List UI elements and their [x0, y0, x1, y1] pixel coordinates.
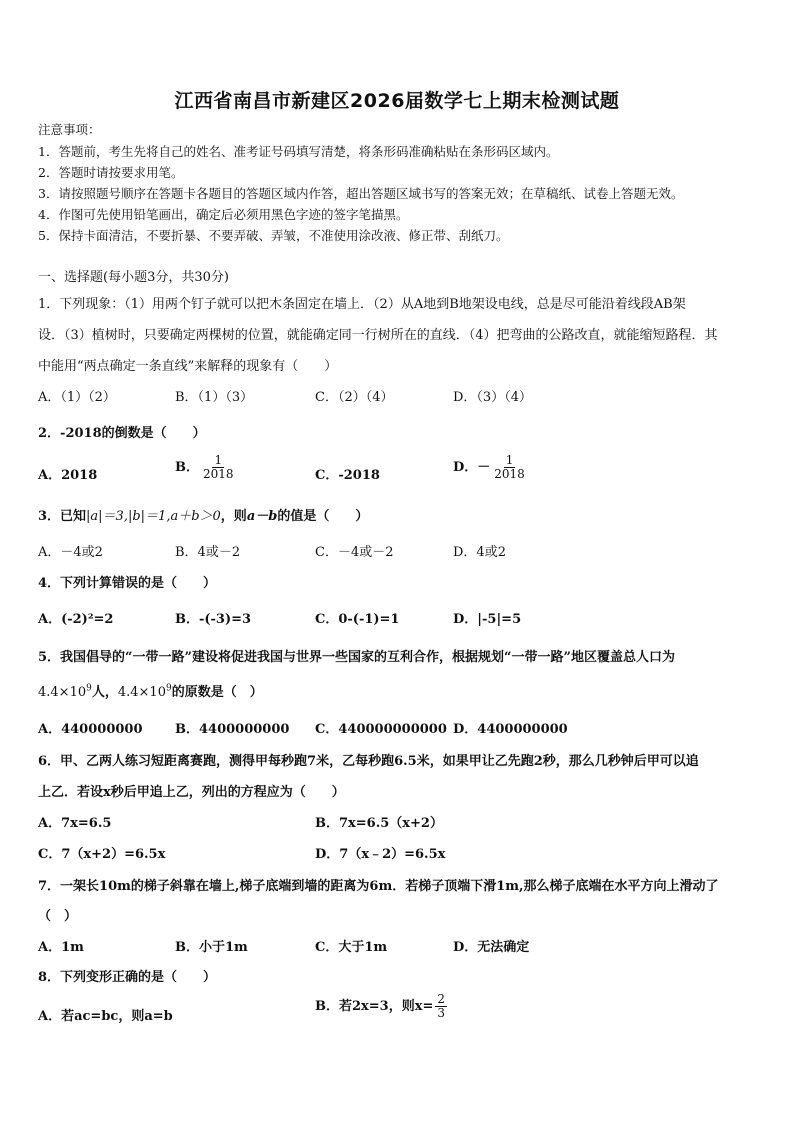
q3-option-a[interactable]: A．－4或2	[38, 545, 103, 560]
q2-stem: 2．-2018的倒数是（ ）	[38, 426, 206, 441]
q5-option-d[interactable]: D．4400000000	[453, 722, 568, 737]
q6-option-c[interactable]: C．7（x+2）=6.5x	[38, 847, 166, 862]
q3-option-c[interactable]: C．－4或－2	[315, 545, 394, 560]
note-item: 5．保持卡面清洁，不要折暴、不要弄破、弄皱，不准使用涂改液、修正带、刮纸刀。	[38, 228, 509, 243]
notes-heading: 注意事项：	[38, 122, 101, 137]
q7-option-d[interactable]: D．无法确定	[453, 940, 530, 955]
q1-stem-line: 1．下列现象：（1）用两个钉子就可以把木条固定在墙上．（2）从A地到B地架设电线，总是尽可能沿着线段AB架	[38, 297, 686, 312]
q1-stem-line: 设．（3）植树时，只要确定两棵树的位置，就能确定同一行树所在的直线．（4）把弯曲的公路改直，就能缩短路程．其	[38, 328, 718, 343]
q6-stem-line: 6．甲、乙两人练习短距离赛跑，测得甲每秒跑7米，乙每秒跑6.5米，如果甲让乙先跑2秒，那么几秒钟后甲可以追	[38, 754, 699, 769]
note-item: 4．作图可先使用铅笔画出，确定后必须用黑色字迹的签字笔描黑。	[38, 207, 409, 222]
q5-stem-line: $4.4\times 10^9$人，$4.4\times 10^9$的原数是（ ）	[38, 683, 263, 700]
q5-option-c[interactable]: C．440000000000	[315, 722, 447, 737]
q8-option-b-label: B．若2x=3，则x=	[315, 999, 434, 1015]
q6-option-b[interactable]: B．7x=6.5（x+2）	[315, 816, 443, 831]
q1-option-b[interactable]: B．（1）（3）	[175, 390, 254, 405]
q6-stem-line: 上乙．若设x秒后甲追上乙，列出的方程应为（ ）	[38, 785, 345, 800]
q4-option-c[interactable]: C．0-(-1)=1	[315, 612, 400, 627]
q8-stem: 8．下列变形正确的是（ ）	[38, 970, 217, 985]
q7-stem-line: （ ）	[38, 909, 78, 924]
q1-option-d[interactable]: D．（3）（4）	[453, 390, 532, 405]
q2-option-b-fraction: $\frac{1}{2018}$	[203, 453, 234, 482]
q7-stem-line: 7．一架长10m的梯子斜靠在墙上,梯子底端到墙的距离为6m．若梯子顶端下滑1m,那么梯子底端在水平方向上滑动了	[38, 879, 719, 894]
q3-stem: 3．已知|a|＝3,|b|＝1,a＋b＞0，则a－b的值是（ ）	[38, 509, 369, 524]
q8-option-a[interactable]: A．若ac=bc，则a=b	[38, 1009, 173, 1024]
q1-option-c[interactable]: C．（2）（4）	[315, 390, 394, 405]
q7-option-b[interactable]: B．小于1m	[175, 940, 248, 955]
note-item: 2．答题时请按要求用笔。	[38, 165, 184, 180]
q2-option-b[interactable]	[175, 454, 238, 481]
q4-option-a[interactable]: A．(-2)²=2	[38, 612, 114, 627]
q6-option-a[interactable]: A．7x=6.5	[38, 816, 112, 831]
q7-option-a[interactable]: A．1m	[38, 940, 84, 955]
q4-option-d[interactable]: D．|-5|=5	[453, 612, 522, 627]
q1-option-a[interactable]: A．（1）（2）	[38, 390, 116, 405]
q1-stem-line: 中能用“两点确定一条直线”来解释的现象有（ ）	[38, 359, 338, 374]
q8-option-b[interactable]	[315, 993, 449, 1020]
q5-option-a[interactable]: A．440000000	[38, 722, 143, 737]
q5-stem-line: 5．我国倡导的“一带一路”建设将促进我国与世界一些国家的互利合作，根据规划“一带一路”地区覆盖总人口为	[38, 650, 675, 665]
q5-option-b[interactable]: B．4400000000	[175, 722, 290, 737]
q3-option-b[interactable]: B．4或－2	[175, 545, 241, 560]
q6-option-d[interactable]: D．7（x﹣2）=6.5x	[315, 847, 446, 862]
q3-expression: a－b	[246, 509, 278, 524]
q2-option-a[interactable]: A．2018	[38, 468, 98, 483]
section-heading: 一、选择题(每小题3分，共30分)	[38, 270, 229, 285]
q2-option-d-label: D．－	[453, 460, 491, 476]
q3-condition: |a|＝3,|b|＝1,a＋b＞0	[86, 509, 221, 524]
q3-option-d[interactable]: D．4或2	[453, 545, 506, 560]
note-item: 3．请按照题号顺序在答题卡各题目的答题区域内作答，超出答题区域书写的答案无效；在草稿纸、试卷上答题无效。	[38, 186, 684, 201]
q4-option-b[interactable]: B．-(-3)=3	[175, 612, 252, 627]
q2-option-d[interactable]	[453, 454, 529, 481]
q2-option-b-label: B．	[175, 460, 199, 476]
note-item: 1．答题前，考生先将自己的姓名、准考证号码填写清楚，将条形码准确粘贴在条形码区域内。	[38, 144, 559, 159]
q2-option-d-fraction: $\frac{1}{2018}$	[494, 453, 525, 482]
q2-option-c[interactable]: C．-2018	[315, 468, 380, 483]
q7-option-c[interactable]: C．大于1m	[315, 940, 388, 955]
q8-option-b-fraction: $\frac{2}{3}$	[437, 992, 446, 1021]
q4-stem: 4．下列计算错误的是（ ）	[38, 576, 217, 591]
page-title: 江西省南昌市新建区2026届数学七上期末检测试题	[174, 90, 620, 112]
